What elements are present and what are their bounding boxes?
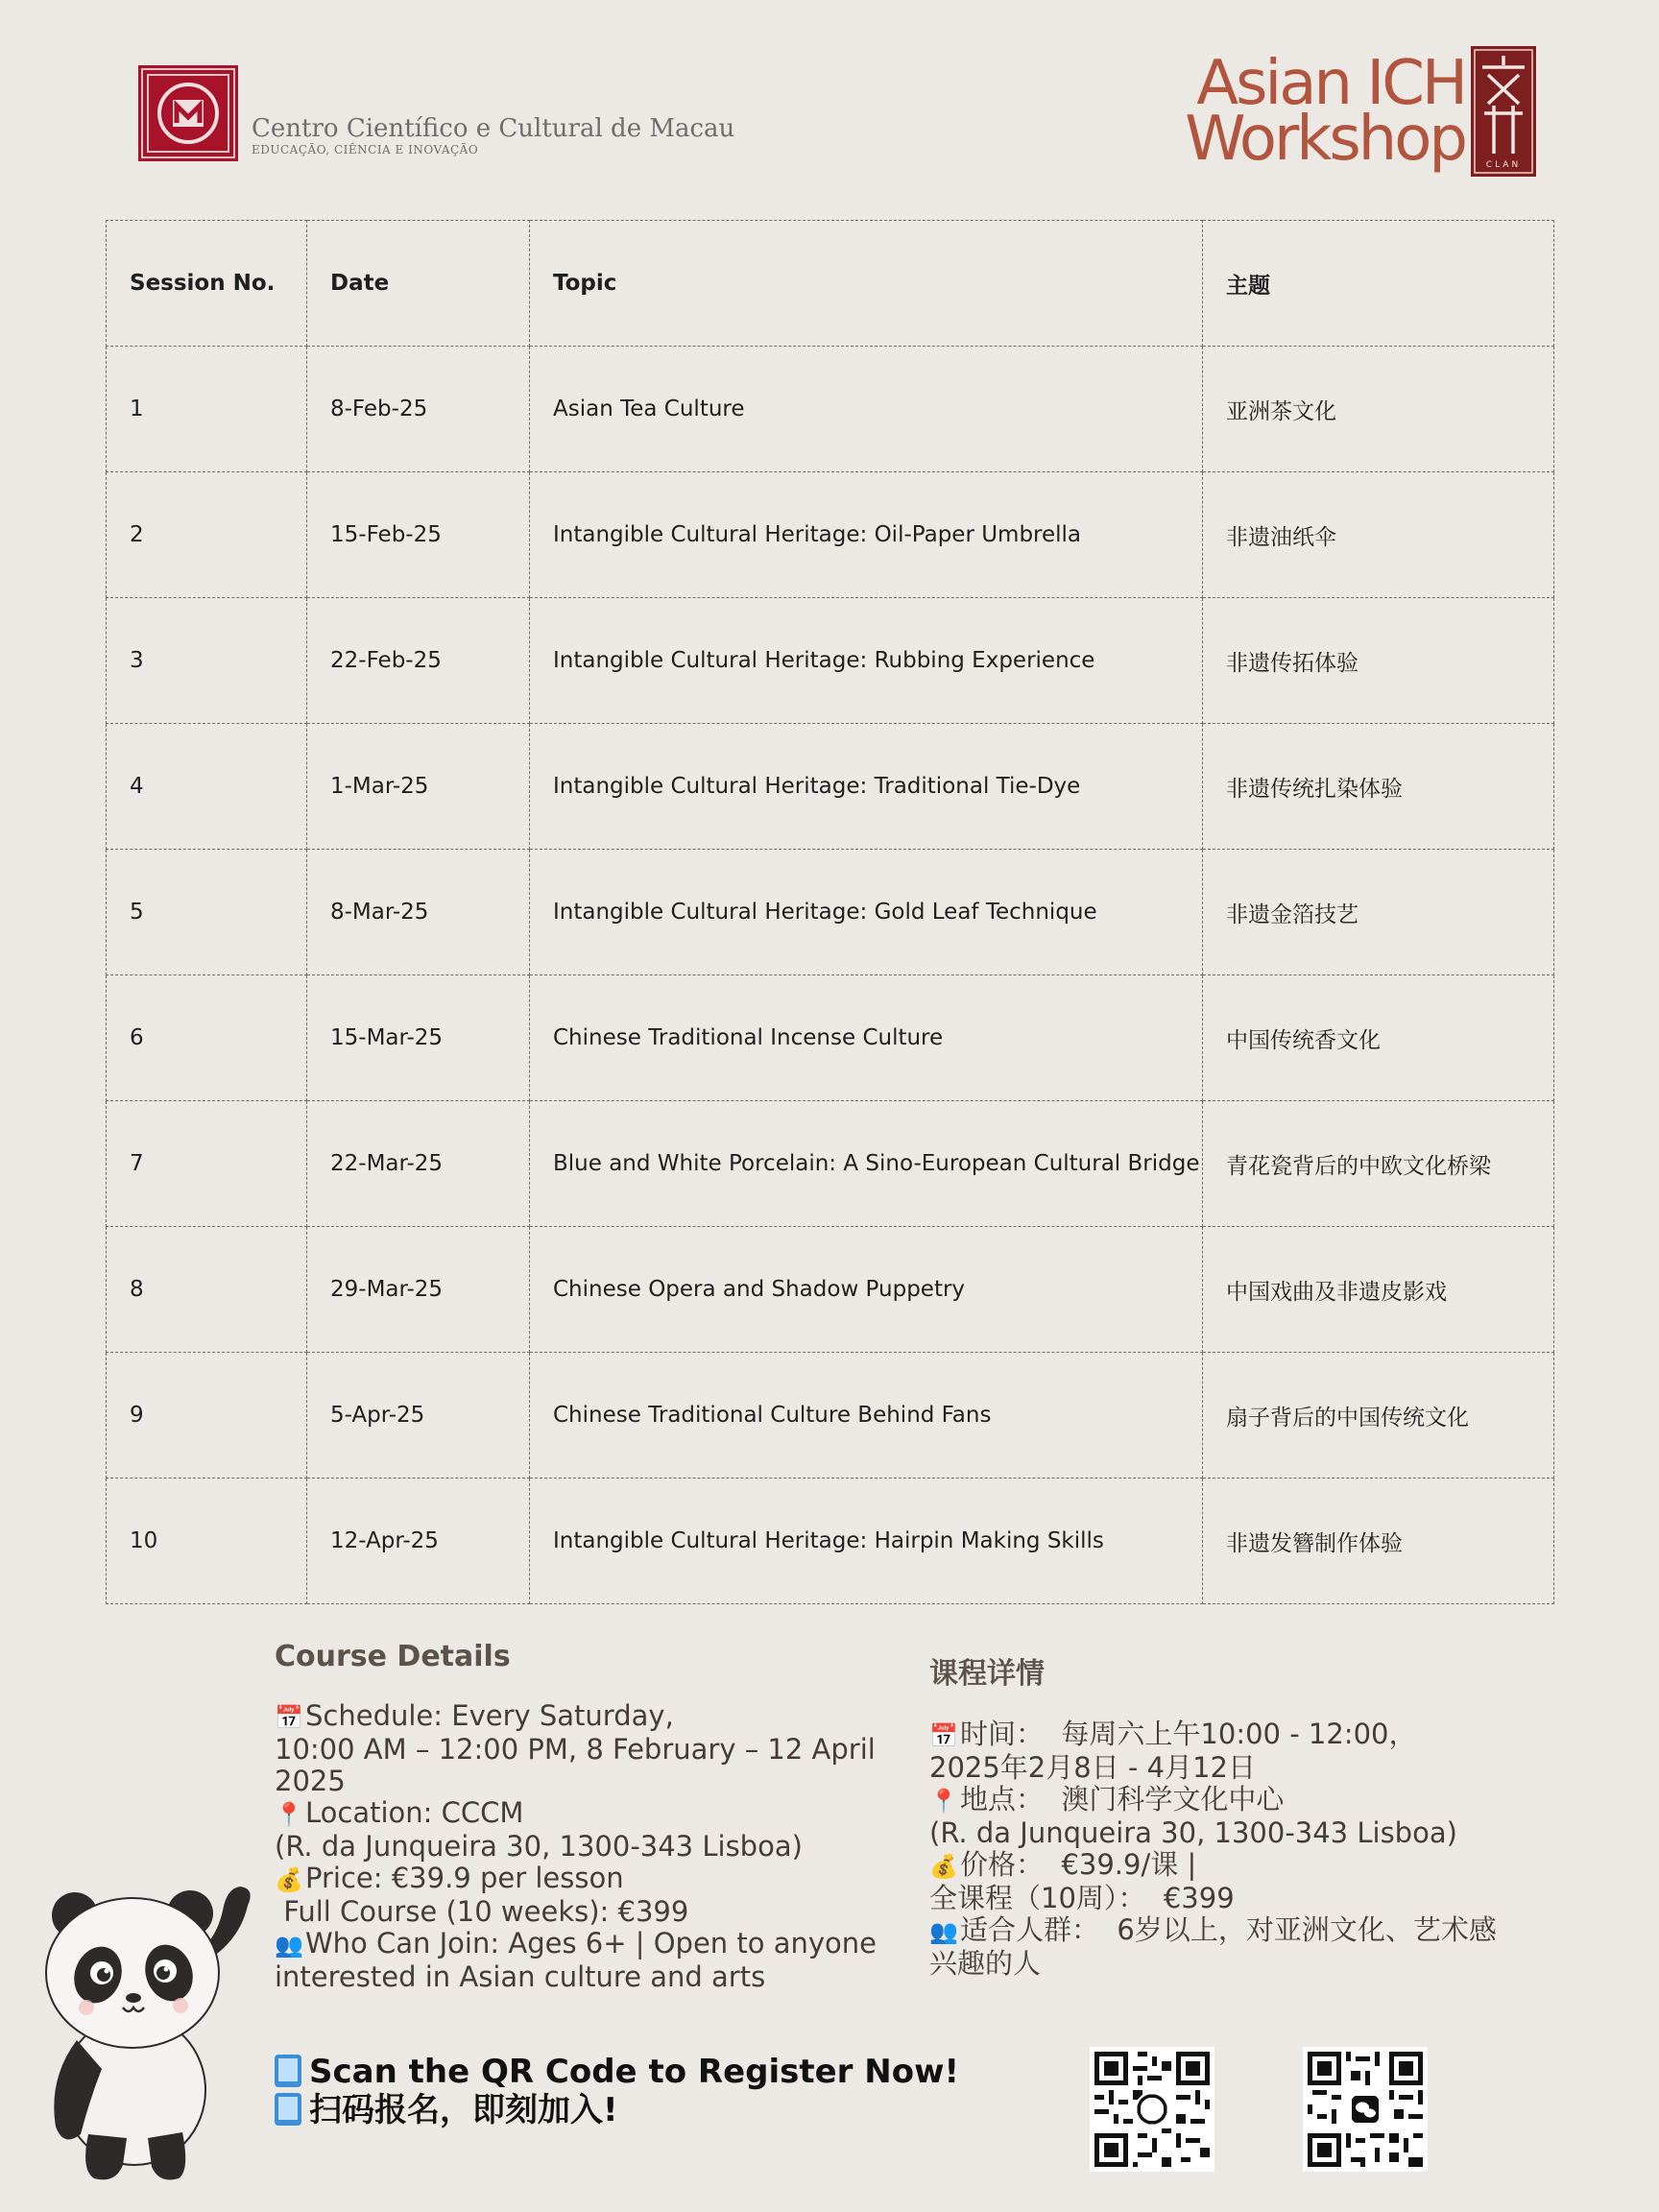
- session-number: 6: [107, 975, 307, 1101]
- course-details-title-zh: 课程详情: [929, 1657, 1045, 1691]
- session-number: 10: [107, 1479, 307, 1604]
- session-topic-zh: 非遗传拓体验: [1203, 598, 1554, 724]
- register-text-en: Scan the QR Code to Register Now!: [309, 2053, 960, 2091]
- schedule-text: Schedule: Every Saturday,: [305, 1699, 674, 1732]
- session-number: 1: [107, 347, 307, 472]
- table-row: [107, 598, 1554, 724]
- mobile-phone-icon: [275, 2055, 301, 2087]
- who-can-join-text-2: interested in Asian culture and arts: [275, 1960, 766, 1993]
- header-topic-zh: 主题: [1203, 221, 1554, 347]
- address-text: (R. da Junqueira 30, 1300-343 Lisboa): [275, 1830, 803, 1863]
- session-topic-zh: 非遗发簪制作体验: [1203, 1479, 1554, 1604]
- session-date: 8-Mar-25: [307, 850, 530, 975]
- header-session-no: Session No.: [107, 221, 307, 347]
- session-date: 22-Feb-25: [307, 598, 530, 724]
- table-header-row: [107, 221, 1554, 347]
- session-topic-zh: 中国戏曲及非遗皮影戏: [1203, 1227, 1554, 1353]
- people-icon: 👥: [275, 1932, 303, 1959]
- panda-mascot-illustration: [35, 1877, 265, 2184]
- session-date: 15-Feb-25: [307, 472, 530, 598]
- table-row: [107, 1479, 1554, 1604]
- pin-icon: 📍: [929, 1788, 958, 1815]
- session-date: 12-Apr-25: [307, 1479, 530, 1604]
- session-topic: Intangible Cultural Heritage: Traditional Tie-Dye: [530, 724, 1203, 850]
- register-text-zh: 扫码报名，即刻加入!: [309, 2091, 618, 2129]
- session-topic: Chinese Traditional Incense Culture: [530, 975, 1203, 1101]
- schedule-text-zh: 时间： 每周六上午10:00 - 12:00，: [960, 1718, 1417, 1750]
- course-details-zh: [929, 1649, 1544, 1980]
- session-number: 8: [107, 1227, 307, 1353]
- session-topic-zh: 非遗金箔技艺: [1203, 850, 1554, 975]
- session-topic: Intangible Cultural Heritage: Rubbing Experience: [530, 598, 1203, 724]
- cccm-emblem-icon: [138, 65, 238, 161]
- session-topic: Intangible Cultural Heritage: Hairpin Making Skills: [530, 1479, 1203, 1604]
- register-cta: [275, 2053, 959, 2129]
- header-topic: Topic: [530, 221, 1203, 347]
- table-row: [107, 1101, 1554, 1227]
- session-number: 7: [107, 1101, 307, 1227]
- people-icon: 👥: [929, 1918, 958, 1945]
- mobile-phone-icon: [275, 2093, 301, 2126]
- header-date: Date: [307, 221, 530, 347]
- money-bag-icon: 💰: [929, 1853, 958, 1880]
- session-topic: Chinese Opera and Shadow Puppetry: [530, 1227, 1203, 1353]
- session-topic: Chinese Traditional Culture Behind Fans: [530, 1353, 1203, 1479]
- course-details-title: Course Details: [275, 1640, 511, 1673]
- session-number: 2: [107, 472, 307, 598]
- who-can-join-text-zh-2: 兴趣的人: [929, 1947, 1042, 1980]
- table-row: [107, 724, 1554, 850]
- session-topic: Asian Tea Culture: [530, 347, 1203, 472]
- schedule-text-2: 10:00 AM – 12:00 PM, 8 February – 12 April: [275, 1733, 876, 1766]
- who-can-join-text: Who Can Join: Ages 6+ | Open to anyone: [305, 1927, 878, 1960]
- table-row: [107, 347, 1554, 472]
- table-row: [107, 850, 1554, 975]
- table-row: [107, 1353, 1554, 1479]
- price-text-zh: 价格： €39.9/课 |: [960, 1848, 1197, 1881]
- full-course-text-zh: 全课程（10周）： €399: [929, 1882, 1235, 1914]
- location-text-zh: 地点： 澳门科学文化中心: [960, 1783, 1285, 1815]
- clan-logo-text: CLAN: [1485, 160, 1522, 170]
- asian-ich-workshop-logo: [1185, 46, 1536, 177]
- session-date: 5-Apr-25: [307, 1353, 530, 1479]
- session-topic-zh: 中国传统香文化: [1203, 975, 1554, 1101]
- price-text: Price: €39.9 per lesson: [305, 1862, 624, 1894]
- location-text: Location: CCCM: [305, 1796, 524, 1829]
- calendar-icon: 📅: [275, 1704, 303, 1731]
- cccm-logo-block: [138, 65, 734, 161]
- schedule-text-3: 2025: [275, 1765, 346, 1797]
- session-date: 22-Mar-25: [307, 1101, 530, 1227]
- session-topic-zh: 扇子背后的中国传统文化: [1203, 1353, 1554, 1479]
- money-bag-icon: 💰: [275, 1866, 303, 1893]
- schedule-text-zh-2: 2025年2月8日 - 4月12日: [929, 1751, 1256, 1784]
- workshop-title-line1: Asian ICH: [1196, 48, 1465, 119]
- table-row: [107, 1227, 1554, 1353]
- workshop-title-line2: Workshop: [1185, 104, 1465, 175]
- session-date: 8-Feb-25: [307, 347, 530, 472]
- session-topic-zh: 非遗油纸伞: [1203, 472, 1554, 598]
- pin-icon: 📍: [275, 1801, 303, 1828]
- calendar-icon: 📅: [929, 1722, 958, 1749]
- session-topic: Intangible Cultural Heritage: Gold Leaf Technique: [530, 850, 1203, 975]
- full-course-text: Full Course (10 weeks): €399: [275, 1895, 689, 1928]
- course-details-en: [275, 1640, 889, 1993]
- table-row: [107, 975, 1554, 1101]
- session-number: 3: [107, 598, 307, 724]
- session-topic-zh: 亚洲茶文化: [1203, 347, 1554, 472]
- session-date: 1-Mar-25: [307, 724, 530, 850]
- table-row: [107, 472, 1554, 598]
- session-topic-zh: 青花瓷背后的中欧文化桥梁: [1203, 1101, 1554, 1227]
- session-topic-zh: 非遗传统扎染体验: [1203, 724, 1554, 850]
- session-topic: Blue and White Porcelain: A Sino-European Cultural Bridge: [530, 1101, 1203, 1227]
- session-schedule-table: [106, 220, 1554, 1604]
- session-date: 29-Mar-25: [307, 1227, 530, 1353]
- session-date: 15-Mar-25: [307, 975, 530, 1101]
- session-number: 9: [107, 1353, 307, 1479]
- cccm-tagline: EDUCAÇÃO, CIÊNCIA E INOVAÇÃO: [252, 143, 479, 156]
- cccm-name: Centro Científico e Cultural de Macau: [252, 114, 735, 143]
- whatsapp-qr-code[interactable]: [1090, 2047, 1214, 2172]
- session-topic: Intangible Cultural Heritage: Oil-Paper Umbrella: [530, 472, 1203, 598]
- session-number: 5: [107, 850, 307, 975]
- address-text-zh: (R. da Junqueira 30, 1300-343 Lisboa): [929, 1816, 1457, 1849]
- clan-logo-icon: [1471, 46, 1536, 177]
- session-number: 4: [107, 724, 307, 850]
- wechat-qr-code[interactable]: [1303, 2047, 1428, 2172]
- who-can-join-text-zh: 适合人群： 6岁以上，对亚洲文化、艺术感: [960, 1913, 1497, 1946]
